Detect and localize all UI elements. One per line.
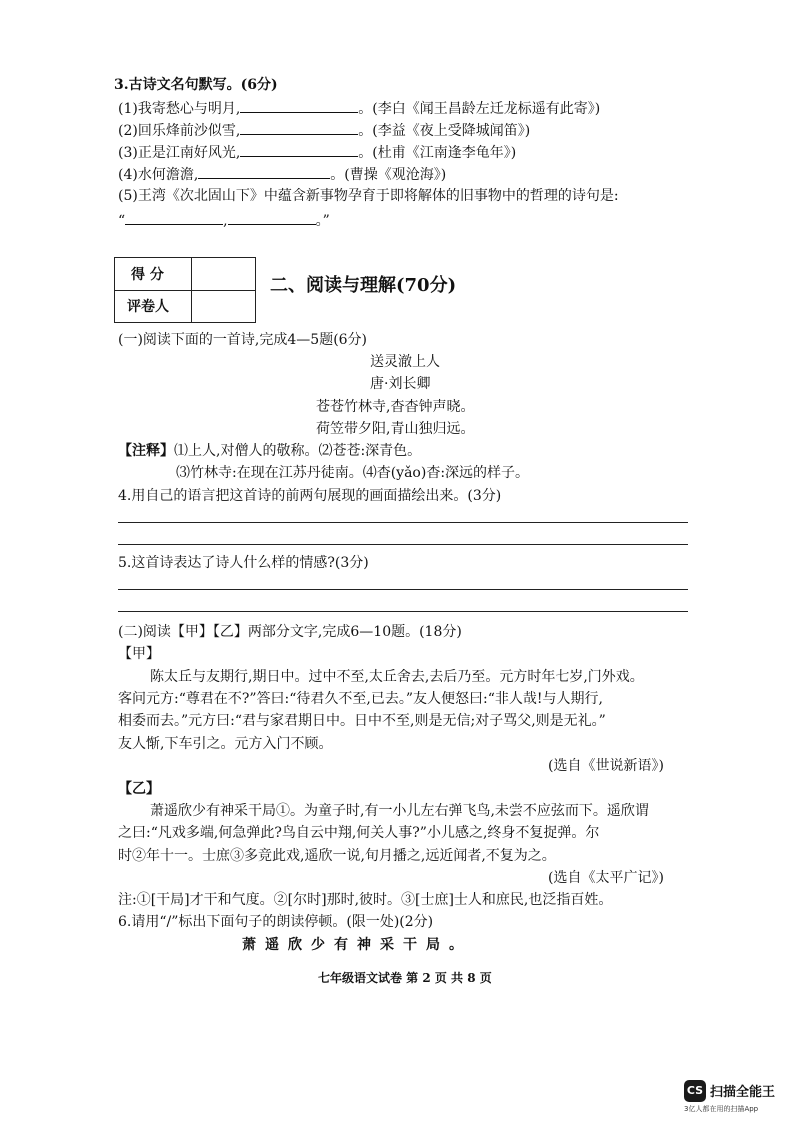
answer-blank-5b[interactable]	[228, 209, 316, 225]
scanner-app-name: 扫描全能王	[710, 1085, 776, 1100]
part2-intro: (二)阅读【甲】【乙】两部分文字,完成6—10题。(18分)	[118, 624, 462, 640]
q3-item-5-answer: “ , 。”	[118, 209, 330, 231]
answer-blank-2[interactable]	[240, 119, 358, 135]
score-table-divider	[115, 290, 255, 291]
passage-yi-line: 萧遥欣少有神采干局①。为童子时,有一小儿左右弹飞鸟,未尝不应弦而下。遥欣谓	[150, 803, 649, 819]
poem-line-1: 苍苍竹林寺,杳杳钟声晓。	[316, 399, 475, 415]
q3-item-4	[118, 163, 446, 185]
q3-item-4-source: 。(曹操《观沧海》)	[330, 167, 447, 183]
poem-notes	[118, 441, 421, 461]
q3-item-1-source: 。(李白《闻王昌龄左迁龙标遥有此寄》)	[358, 101, 601, 117]
scanner-logo-icon: CS	[684, 1080, 706, 1102]
passage-jia-source: (选自《世说新语》)	[548, 758, 664, 774]
q3-item-2	[118, 119, 530, 141]
passage-jia-line: 客问元方:“尊君在不?”答曰:“待君久不至,已去。”友人便怒曰:“非人哉!与人期行,	[118, 691, 603, 707]
answer-blank-4[interactable]	[198, 163, 330, 179]
passage-yi-label: 【乙】	[118, 781, 160, 797]
question-5: 5.这首诗表达了诗人什么样的情感?(3分)	[118, 555, 369, 571]
q3-item-1-prompt: (1)我寄愁心与明月,	[118, 101, 241, 117]
section-2-title: 二、阅读与理解(70分)	[270, 275, 457, 296]
answer-blank-1[interactable]	[240, 97, 358, 113]
notes-label: 【注释】	[118, 443, 174, 459]
note-line-2: ⑶竹林寺:在现在江苏丹徒南。⑷杳(yǎo)杳:深远的样子。	[176, 465, 530, 481]
scanner-app-tagline: 3亿人都在用的扫描App	[684, 1105, 759, 1113]
grader-label: 评卷人	[127, 299, 169, 315]
score-table-divider	[191, 258, 192, 322]
question-4: 4.用自己的语言把这首诗的前两句展现的画面描绘出来。(3分)	[118, 488, 502, 504]
score-table	[114, 257, 256, 323]
passage-yi-line: 之曰:“凡戏多端,何急弹此?鸟自云中翔,何关人事?”小儿感之,终身不复捉弹。尔	[118, 825, 600, 841]
passage-jia-line: 陈太丘与友期行,期日中。过中不至,太丘舍去,去后乃至。元方时年七岁,门外戏。	[150, 669, 644, 685]
q3-item-3	[118, 141, 516, 163]
answer-line[interactable]	[118, 589, 688, 590]
q3-item-4-prompt: (4)水何澹澹,	[118, 167, 199, 183]
passage-jia-label: 【甲】	[118, 646, 160, 662]
passage-yi-source: (选自《太平广记》)	[548, 870, 664, 886]
q3-item-3-source: 。(杜甫《江南逢李龟年》)	[358, 145, 517, 161]
answer-blank-3[interactable]	[240, 141, 358, 157]
q3-heading: 3.古诗文名句默写。(6分)	[114, 77, 278, 93]
q3-item-2-source: 。(李益《夜上受降城闻笛》)	[358, 123, 531, 139]
poem-author: 唐·刘长卿	[370, 376, 431, 392]
poem-title: 送灵澈上人	[370, 354, 440, 370]
answer-line[interactable]	[118, 611, 688, 612]
page-footer: 七年级语文试卷 第 2 页 共 8 页	[318, 971, 492, 985]
poem-line-2: 荷笠带夕阳,青山独归远。	[316, 421, 475, 437]
passage-jia-line: 友人惭,下车引之。元方入门不顾。	[118, 736, 333, 752]
answer-line[interactable]	[118, 522, 688, 523]
passage-yi-line: 时②年十一。士庶③多竞此戏,遥欣一说,旬月播之,远近闻者,不复为之。	[118, 848, 556, 864]
answer-blank-5a[interactable]	[125, 209, 223, 225]
q3-item-1	[118, 97, 600, 119]
passage-yi-notes: 注:①[干局]才干和气度。②[尔时]那时,彼时。③[士庶]士人和庶民,也泛指百姓。	[118, 892, 613, 908]
score-label: 得 分	[131, 267, 164, 283]
q3-item-2-prompt: (2)回乐烽前沙似雪,	[118, 123, 241, 139]
question-6: 6.请用“/”标出下面句子的朗读停顿。(限一处)(2分)	[118, 914, 434, 930]
passage-jia-line: 相委而去。”元方曰:“君与家君期日中。日中不至,则是无信;对子骂父,则是无礼。”	[118, 713, 606, 729]
part1-intro: (一)阅读下面的一首诗,完成4—5题(6分)	[118, 332, 368, 348]
pause-sentence[interactable]: 萧遥欣少有神采干局。	[242, 937, 472, 953]
note-line-1: ⑴上人,对僧人的敬称。⑵苍苍:深青色。	[174, 443, 422, 459]
answer-line[interactable]	[118, 544, 688, 545]
q3-item-5: (5)王湾《次北固山下》中蕴含新事物孕育于即将解体的旧事物中的哲理的诗句是:	[118, 188, 619, 204]
q3-item-3-prompt: (3)正是江南好风光,	[118, 145, 241, 161]
